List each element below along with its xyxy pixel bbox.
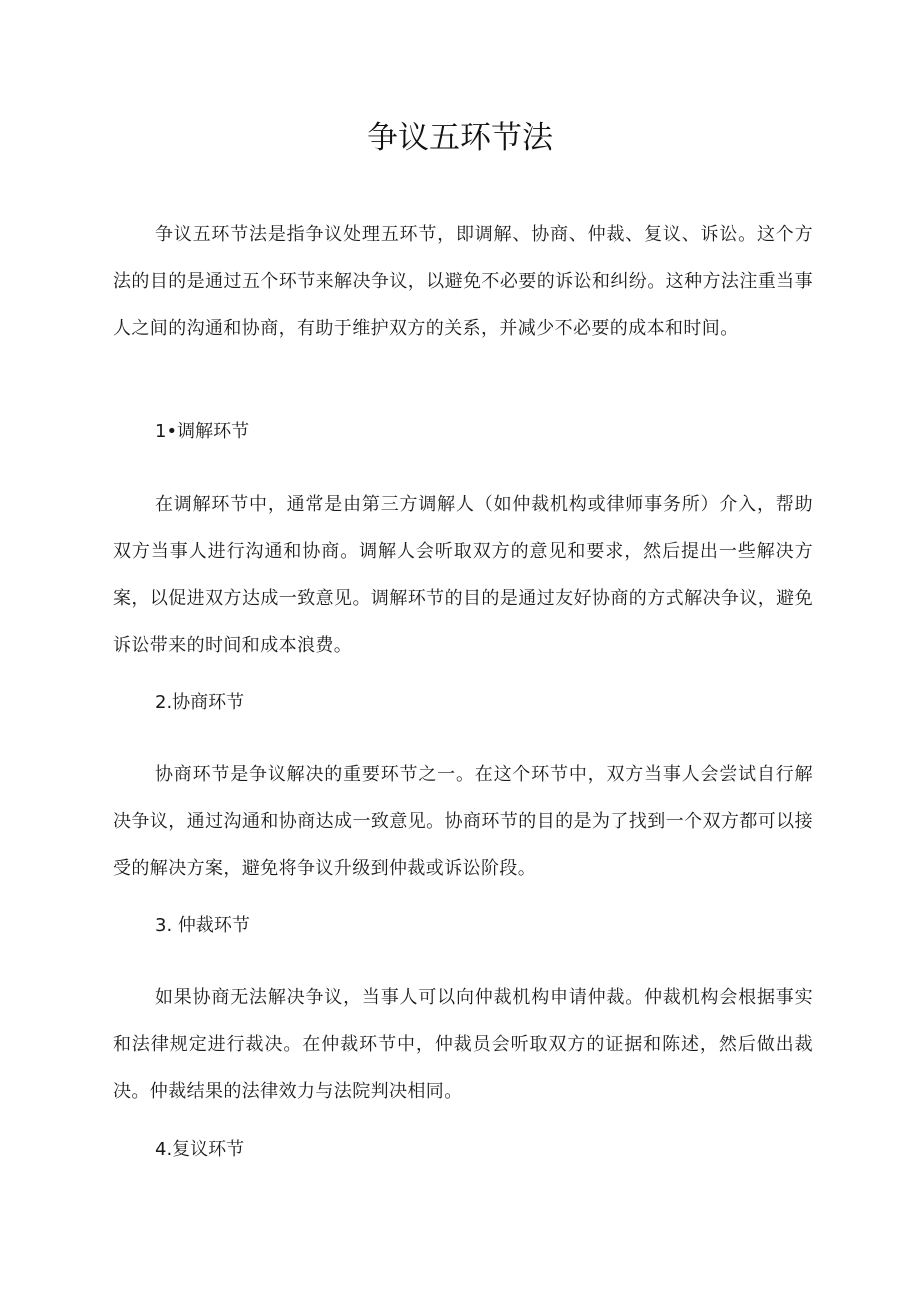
section-heading-negotiation: 2.协商环节	[155, 692, 245, 713]
document-title: 争议五环节法	[367, 120, 553, 156]
intro-paragraph: 争议五环节法是指争议处理五环节，即调解、协商、仲裁、复议、诉讼。这个方法的目的是通过五个环节来解决争议，以避免不必要的诉讼和纠纷。这种方法注重当事人之间的沟通和协商，有助于维护双方的关系，并减少不必要的成本和时间。	[113, 224, 813, 339]
section-body-negotiation: 协商环节是争议解决的重要环节之一。在这个环节中，双方当事人会尝试自行解决争议，通过沟通和协商达成一致意见。协商环节的目的是为了找到一个双方都可以接受的解决方案，避免将争议升级到仲裁或诉讼阶段。	[113, 764, 813, 879]
section-body-arbitration: 如果协商无法解决争议，当事人可以向仲裁机构申请仲裁。仲裁机构会根据事实和法律规定进行裁决。在仲裁环节中，仲裁员会听取双方的证据和陈述，然后做出裁决。仲裁结果的法律效力与法院判决相同。	[113, 987, 813, 1102]
section-body-mediation: 在调解环节中，通常是由第三方调解人（如仲裁机构或律师事务所）介入，帮助双方当事人进行沟通和协商。调解人会听取双方的意见和要求，然后提出一些解决方案，以促进双方达成一致意见。调解环节的目的是通过友好协商的方式解决争议，避免诉讼带来的时间和成本浪费。	[113, 494, 813, 656]
section-heading-mediation: 1•调解环节	[155, 421, 250, 442]
section-heading-reconsideration: 4.复议环节	[155, 1139, 245, 1160]
section-heading-arbitration: 3. 仲裁环节	[155, 915, 250, 936]
